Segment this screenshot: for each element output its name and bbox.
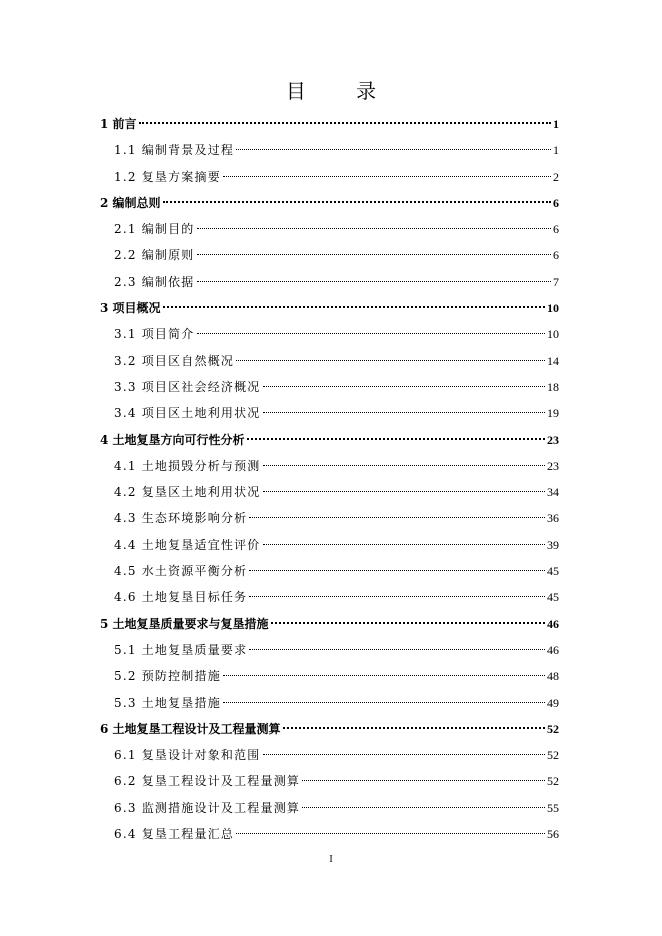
toc-entry-label: 2.3 编制依据 bbox=[114, 274, 195, 289]
dot-leader bbox=[163, 306, 545, 308]
toc-entry-label: 4.2 复垦区土地利用状况 bbox=[114, 485, 261, 500]
dot-leader bbox=[249, 517, 545, 518]
dot-leader bbox=[197, 228, 552, 229]
toc-section-entry[interactable] bbox=[100, 140, 559, 166]
page-number: I bbox=[329, 854, 333, 865]
toc-entry-page-number: 1 bbox=[553, 143, 559, 158]
toc-entry-page-number: 18 bbox=[547, 379, 559, 394]
dot-leader bbox=[223, 176, 551, 177]
toc-entry-page-number: 56 bbox=[547, 827, 559, 842]
toc-chapter-entry[interactable] bbox=[100, 298, 559, 324]
toc-entry-page-number: 10 bbox=[547, 327, 559, 342]
toc-section-entry[interactable] bbox=[100, 219, 559, 245]
dot-leader bbox=[283, 727, 545, 729]
toc-chapter-entry[interactable] bbox=[100, 719, 559, 745]
toc-entry-label: 3.3 项目区社会经济概况 bbox=[114, 379, 261, 394]
toc-section-entry[interactable] bbox=[100, 272, 559, 298]
toc-chapter-entry[interactable] bbox=[100, 614, 559, 640]
toc-entry-label: 2 编制总则 bbox=[100, 195, 161, 210]
toc-entry-page-number: 45 bbox=[547, 564, 559, 579]
dot-leader bbox=[139, 122, 551, 124]
toc-entry-label: 3.2 项目区自然概况 bbox=[114, 353, 235, 368]
toc-entry-page-number: 6 bbox=[553, 248, 559, 263]
dot-leader bbox=[163, 201, 551, 203]
toc-section-entry[interactable] bbox=[100, 587, 559, 613]
toc-entry-page-number: 52 bbox=[547, 774, 559, 789]
dot-leader bbox=[247, 438, 545, 440]
toc-entry-page-number: 55 bbox=[547, 800, 559, 815]
dot-leader bbox=[223, 675, 545, 676]
toc-chapter-entry[interactable] bbox=[100, 114, 559, 140]
dot-leader bbox=[271, 622, 545, 624]
dot-leader bbox=[263, 386, 546, 387]
toc-section-entry[interactable] bbox=[100, 403, 559, 429]
toc-section-entry[interactable] bbox=[100, 693, 559, 719]
toc-section-entry[interactable] bbox=[100, 377, 559, 403]
toc-entry-page-number: 34 bbox=[547, 485, 559, 500]
toc-section-entry[interactable] bbox=[100, 640, 559, 666]
dot-leader bbox=[263, 491, 546, 492]
dot-leader bbox=[197, 333, 546, 334]
toc-entry-label: 3.1 项目简介 bbox=[114, 327, 195, 342]
toc-section-entry[interactable] bbox=[100, 535, 559, 561]
dot-leader bbox=[249, 570, 545, 571]
dot-leader bbox=[302, 807, 545, 808]
toc-entry-page-number: 6 bbox=[553, 195, 559, 210]
toc-entry-label: 6.1 复垦设计对象和范围 bbox=[114, 748, 261, 763]
toc-entry-page-number: 19 bbox=[547, 406, 559, 421]
toc-entry-label: 6.2 复垦工程设计及工程量测算 bbox=[114, 774, 301, 789]
toc-entry-label: 2.1 编制目的 bbox=[114, 222, 195, 237]
toc-entry-label: 4.1 土地损毁分析与预测 bbox=[114, 458, 261, 473]
toc-entry-label: 4.5 水土资源平衡分析 bbox=[114, 564, 248, 579]
toc-entry-label: 6.4 复垦工程量汇总 bbox=[114, 827, 235, 842]
toc-entry-page-number: 7 bbox=[553, 274, 559, 289]
toc-section-entry[interactable] bbox=[100, 666, 559, 692]
toc-entry-label: 2.2 编制原则 bbox=[114, 248, 195, 263]
toc-chapter-entry[interactable] bbox=[100, 193, 559, 219]
toc-section-entry[interactable] bbox=[100, 456, 559, 482]
toc-section-entry[interactable] bbox=[100, 482, 559, 508]
toc-entry-label: 4.6 土地复垦目标任务 bbox=[114, 590, 248, 605]
toc-entry-page-number: 14 bbox=[547, 353, 559, 368]
dot-leader bbox=[263, 465, 546, 466]
toc-section-entry[interactable] bbox=[100, 245, 559, 271]
toc-entry-page-number: 39 bbox=[547, 537, 559, 552]
toc-section-entry[interactable] bbox=[100, 798, 559, 824]
toc-entry-label: 1 前言 bbox=[100, 117, 137, 131]
dot-leader bbox=[236, 833, 545, 834]
page-title: 目 录 bbox=[285, 79, 399, 103]
dot-leader bbox=[236, 149, 551, 150]
dot-leader bbox=[197, 281, 552, 282]
dot-leader bbox=[263, 412, 546, 413]
toc-entry-label: 3.4 项目区土地利用状况 bbox=[114, 406, 261, 421]
toc-entry-label: 6.3 监测措施设计及工程量测算 bbox=[114, 800, 301, 815]
dot-leader bbox=[302, 780, 545, 781]
table-of-contents bbox=[100, 114, 559, 850]
toc-entry-page-number: 1 bbox=[553, 117, 559, 131]
toc-entry-label: 4 土地复垦方向可行性分析 bbox=[100, 432, 245, 447]
toc-entry-label: 4.3 生态环境影响分析 bbox=[114, 511, 248, 526]
dot-leader bbox=[236, 360, 545, 361]
dot-leader bbox=[263, 754, 546, 755]
toc-entry-page-number: 36 bbox=[547, 511, 559, 526]
toc-entry-label: 6 土地复垦工程设计及工程量测算 bbox=[100, 721, 281, 736]
toc-entry-label: 5.2 预防控制措施 bbox=[114, 669, 221, 684]
toc-section-entry[interactable] bbox=[100, 508, 559, 534]
toc-entry-page-number: 46 bbox=[547, 616, 559, 631]
toc-entry-label: 1.1 编制背景及过程 bbox=[114, 143, 235, 158]
toc-chapter-entry[interactable] bbox=[100, 430, 559, 456]
toc-entry-page-number: 10 bbox=[547, 301, 559, 316]
toc-entry-page-number: 49 bbox=[547, 695, 559, 710]
toc-entry-page-number: 6 bbox=[553, 222, 559, 237]
toc-section-entry[interactable] bbox=[100, 561, 559, 587]
toc-entry-label: 5.1 土地复垦质量要求 bbox=[114, 642, 248, 657]
toc-entry-page-number: 2 bbox=[553, 169, 559, 184]
dot-leader bbox=[249, 596, 545, 597]
dot-leader bbox=[223, 702, 545, 703]
toc-entry-label: 5 土地复垦质量要求与复垦措施 bbox=[100, 616, 269, 631]
toc-entry-page-number: 52 bbox=[547, 721, 559, 736]
toc-entry-page-number: 52 bbox=[547, 748, 559, 763]
dot-leader bbox=[197, 254, 552, 255]
toc-section-entry[interactable] bbox=[100, 167, 559, 193]
toc-entry-page-number: 23 bbox=[547, 432, 559, 447]
toc-entry-label: 3 项目概况 bbox=[100, 301, 161, 316]
toc-entry-label: 4.4 土地复垦适宜性评价 bbox=[114, 537, 261, 552]
toc-section-entry[interactable] bbox=[100, 771, 559, 797]
dot-leader bbox=[249, 649, 545, 650]
toc-section-entry[interactable] bbox=[100, 324, 559, 350]
toc-entry-page-number: 48 bbox=[547, 669, 559, 684]
dot-leader bbox=[263, 544, 546, 545]
toc-entry-page-number: 23 bbox=[547, 458, 559, 473]
toc-entry-label: 1.2 复垦方案摘要 bbox=[114, 169, 221, 184]
toc-entry-page-number: 45 bbox=[547, 590, 559, 605]
toc-section-entry[interactable] bbox=[100, 745, 559, 771]
toc-section-entry[interactable] bbox=[100, 824, 559, 850]
toc-section-entry[interactable] bbox=[100, 351, 559, 377]
toc-entry-page-number: 46 bbox=[547, 642, 559, 657]
toc-entry-label: 5.3 土地复垦措施 bbox=[114, 695, 221, 710]
